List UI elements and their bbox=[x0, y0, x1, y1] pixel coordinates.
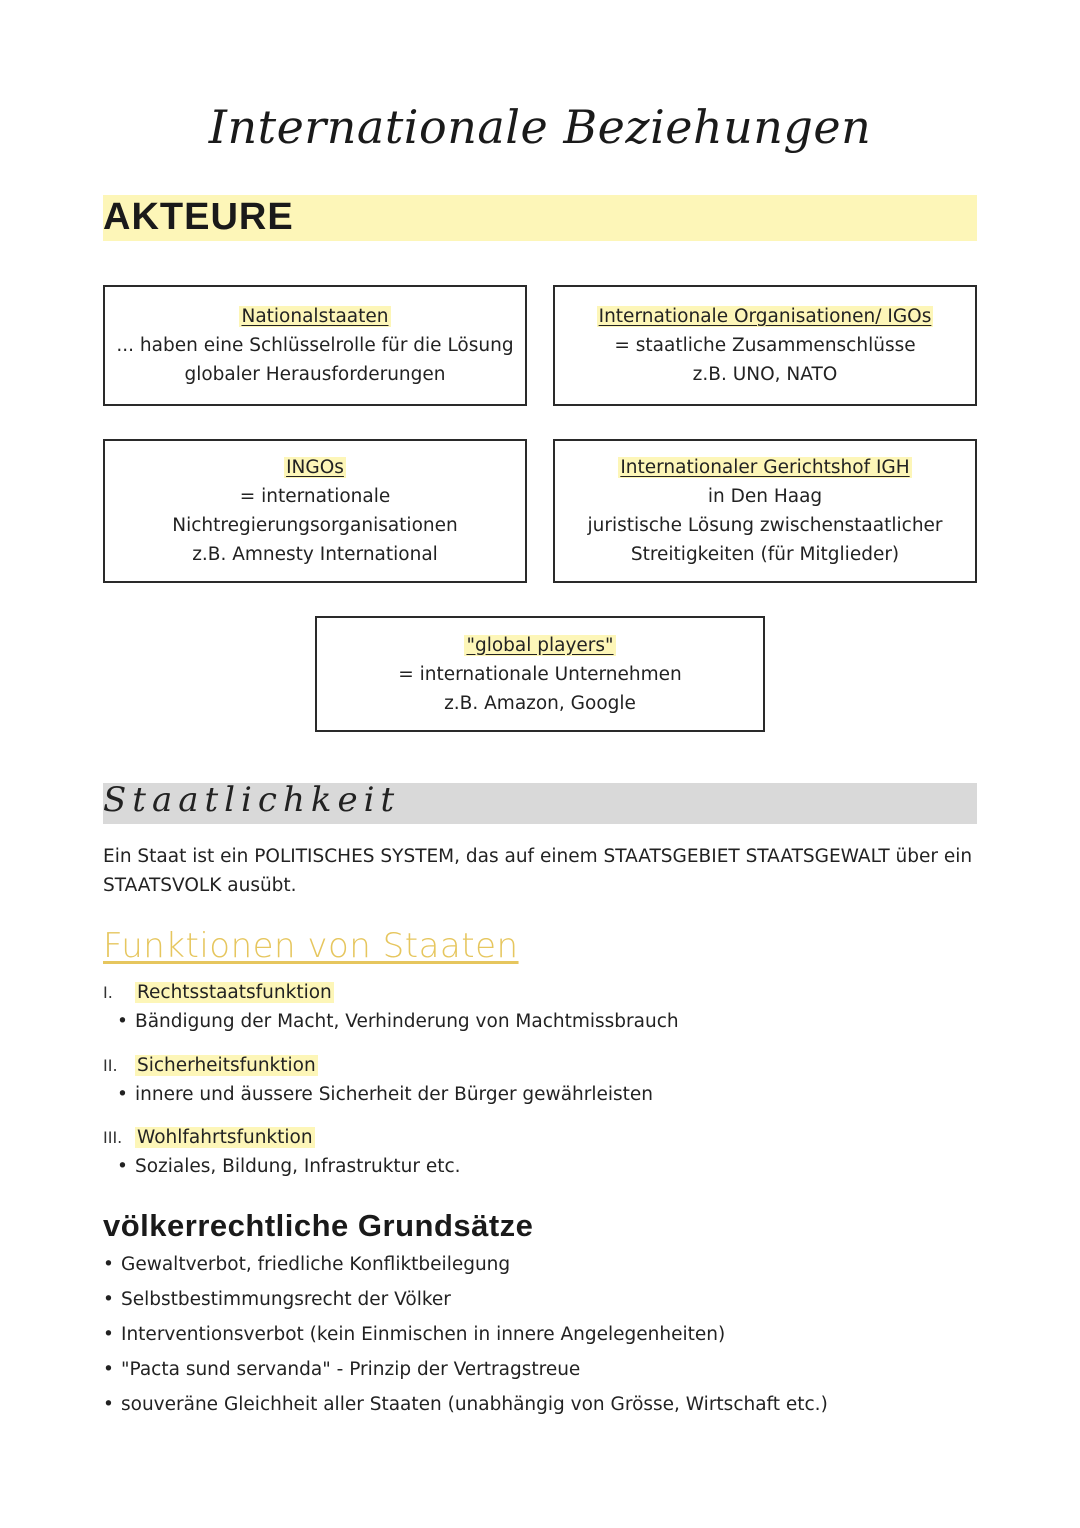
function-number: III. bbox=[103, 1128, 123, 1147]
function-name: Sicherheitsfunktion bbox=[137, 1055, 316, 1076]
function-detail: Soziales, Bildung, Infrastruktur etc. bbox=[135, 1156, 461, 1177]
list-item bbox=[103, 1320, 828, 1355]
bullet-icon: • bbox=[117, 1084, 128, 1105]
list-item bbox=[103, 1355, 828, 1390]
list-item-text: Selbstbestimmungsrecht der Völker bbox=[121, 1289, 451, 1310]
actor-box-line: = internationale bbox=[239, 486, 391, 507]
actor-box-title: Internationale Organisationen/ IGOs bbox=[598, 306, 932, 327]
list-item-text: souveräne Gleichheit aller Staaten (unabhängig von Grösse, Wirtschaft etc.) bbox=[121, 1394, 828, 1415]
list-item bbox=[103, 1390, 828, 1425]
page-title: Internationale Beziehungen bbox=[208, 100, 872, 154]
function-item bbox=[103, 1051, 653, 1109]
function-item bbox=[103, 978, 679, 1036]
function-item bbox=[103, 1123, 461, 1181]
function-name: Rechtsstaatsfunktion bbox=[137, 982, 332, 1003]
actor-box-global-players bbox=[315, 616, 765, 732]
list-item bbox=[103, 1285, 828, 1320]
bullet-icon: • bbox=[117, 1156, 128, 1177]
actor-box-line: z.B. Amazon, Google bbox=[444, 692, 636, 714]
function-number: I. bbox=[103, 983, 113, 1002]
actor-box-line: Nichtregierungsorganisationen bbox=[172, 515, 458, 536]
actor-box-igos bbox=[553, 285, 977, 406]
bullet-icon: • bbox=[103, 1324, 114, 1345]
grundsaetze-list bbox=[103, 1250, 828, 1425]
actor-box-line: z.B. UNO, NATO bbox=[692, 364, 838, 385]
bullet-icon: • bbox=[103, 1254, 114, 1275]
akteure-heading: AKTEURE bbox=[103, 196, 294, 238]
actor-box-title: Internationaler Gerichtshof IGH bbox=[620, 457, 910, 478]
staat-definition: Ein Staat ist ein POLITISCHES SYSTEM, das auf einem STAATSGEBIET STAATSGEWALT über ein STAATSVOLK ausübt. bbox=[103, 846, 973, 896]
bullet-icon: • bbox=[103, 1289, 114, 1310]
list-item-text: Gewaltverbot, friedliche Konfliktbeilegung bbox=[121, 1254, 511, 1275]
actor-box-line: juristische Lösung zwischenstaatlicher bbox=[587, 515, 943, 536]
actor-box-line: globaler Herausforderungen bbox=[184, 364, 446, 385]
actor-box-line: ... haben eine Schlüsselrolle für die Lösung bbox=[116, 335, 514, 356]
bullet-icon: • bbox=[117, 1011, 128, 1032]
actor-box-title: Nationalstaaten bbox=[241, 306, 389, 327]
actor-box-line: = staatliche Zusammenschlüsse bbox=[614, 335, 916, 356]
actor-box-title: "global players" bbox=[466, 634, 614, 656]
actor-box-ingos bbox=[103, 439, 527, 583]
actor-box-igh bbox=[553, 439, 977, 583]
bullet-icon: • bbox=[103, 1394, 114, 1415]
functions-heading: Funktionen von Staaten bbox=[103, 926, 519, 966]
list-item bbox=[103, 1250, 828, 1285]
list-item-text: "Pacta sund servanda" - Prinzip der Vertragstreue bbox=[121, 1359, 581, 1380]
actor-box-title: INGOs bbox=[286, 457, 344, 478]
bullet-icon: • bbox=[103, 1359, 114, 1380]
function-name: Wohlfahrtsfunktion bbox=[137, 1127, 313, 1148]
actor-box-line: in Den Haag bbox=[707, 486, 823, 507]
list-item-text: Interventionsverbot (kein Einmischen in innere Angelegenheiten) bbox=[121, 1324, 726, 1345]
actor-box-nationalstaaten bbox=[103, 285, 527, 406]
actor-box-line: z.B. Amnesty International bbox=[192, 544, 438, 565]
actor-box-line: = internationale Unternehmen bbox=[398, 663, 682, 685]
function-detail: Bändigung der Macht, Verhinderung von Machtmissbrauch bbox=[135, 1011, 679, 1032]
actor-box-line: Streitigkeiten (für Mitglieder) bbox=[630, 544, 900, 565]
grundsaetze-heading: völkerrechtliche Grundsätze bbox=[103, 1208, 534, 1243]
function-detail: innere und äussere Sicherheit der Bürger gewährleisten bbox=[135, 1084, 654, 1105]
function-number: II. bbox=[103, 1056, 118, 1075]
staatlichkeit-heading: Staatlichkeit bbox=[103, 780, 401, 820]
